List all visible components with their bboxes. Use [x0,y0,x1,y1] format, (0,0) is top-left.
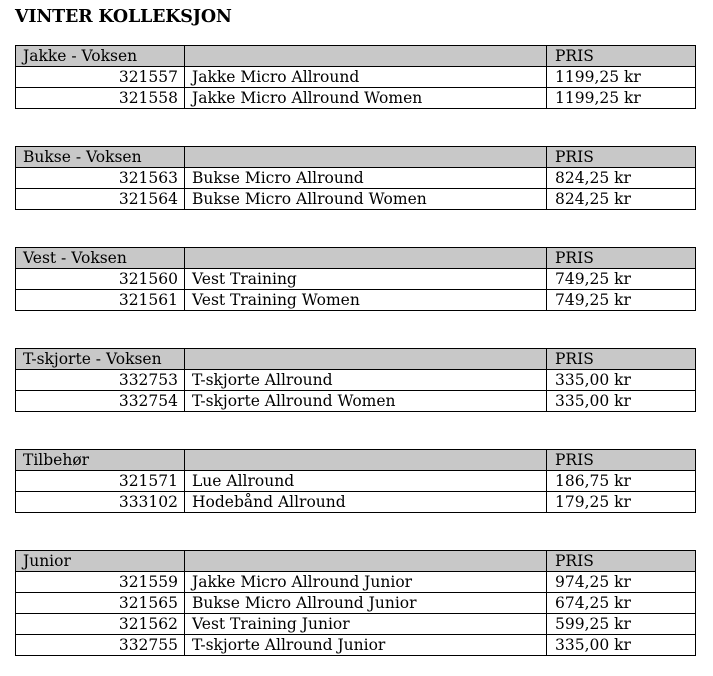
category-label: Tilbehør [16,450,185,471]
product-name: Hodebånd Allround [185,492,547,513]
product-code: 332753 [16,370,185,391]
product-price: 335,00 kr [547,370,696,391]
header-empty-cell [185,248,547,269]
price-header: PRIS [547,147,696,168]
price-header: PRIS [547,46,696,67]
category-label: Vest - Voksen [16,248,185,269]
product-price: 335,00 kr [547,391,696,412]
table-row [16,67,696,88]
table-row [16,471,696,492]
table-header-row [16,248,696,269]
product-name: T-skjorte Allround Junior [185,635,547,656]
price-table-vest-voksen [15,247,696,311]
product-code: 321563 [16,168,185,189]
table-row [16,88,696,109]
document-title: VINTER KOLLEKSJON [15,7,232,27]
header-empty-cell [185,46,547,67]
price-header: PRIS [547,349,696,370]
table-header-row [16,349,696,370]
product-price: 974,25 kr [547,572,696,593]
table-row [16,391,696,412]
category-label: Bukse - Voksen [16,147,185,168]
product-price: 674,25 kr [547,593,696,614]
table-row [16,635,696,656]
product-name: Vest Training Women [185,290,547,311]
product-code: 321559 [16,572,185,593]
header-empty-cell [185,147,547,168]
table-row [16,370,696,391]
table-row [16,492,696,513]
product-name: Jakke Micro Allround [185,67,547,88]
product-code: 321557 [16,67,185,88]
product-name: Bukse Micro Allround Women [185,189,547,210]
table-row [16,290,696,311]
product-price: 824,25 kr [547,168,696,189]
product-price: 1199,25 kr [547,88,696,109]
product-price: 824,25 kr [547,189,696,210]
product-code: 321571 [16,471,185,492]
product-name: T-skjorte Allround [185,370,547,391]
price-header: PRIS [547,551,696,572]
price-table-bukse-voksen [15,146,696,210]
product-code: 321560 [16,269,185,290]
price-table-tskjorte-voksen [15,348,696,412]
price-table-junior [15,550,696,656]
table-header-row [16,46,696,67]
product-price: 749,25 kr [547,290,696,311]
category-label: T-skjorte - Voksen [16,349,185,370]
product-name: Bukse Micro Allround Junior [185,593,547,614]
table-row [16,593,696,614]
product-name: Bukse Micro Allround [185,168,547,189]
product-name: Jakke Micro Allround Junior [185,572,547,593]
product-code: 321558 [16,88,185,109]
product-name: T-skjorte Allround Women [185,391,547,412]
category-label: Jakke - Voksen [16,46,185,67]
product-name: Vest Training [185,269,547,290]
product-code: 321564 [16,189,185,210]
header-empty-cell [185,349,547,370]
product-price: 179,25 kr [547,492,696,513]
product-code: 321562 [16,614,185,635]
product-name: Jakke Micro Allround Women [185,88,547,109]
product-code: 333102 [16,492,185,513]
product-price: 186,75 kr [547,471,696,492]
product-name: Lue Allround [185,471,547,492]
product-name: Vest Training Junior [185,614,547,635]
product-price: 1199,25 kr [547,67,696,88]
table-row [16,572,696,593]
table-header-row [16,147,696,168]
table-row [16,614,696,635]
table-row [16,189,696,210]
header-empty-cell [185,450,547,471]
price-table-jakke-voksen [15,45,696,109]
product-price: 749,25 kr [547,269,696,290]
product-code: 332755 [16,635,185,656]
table-row [16,269,696,290]
table-header-row [16,551,696,572]
price-header: PRIS [547,248,696,269]
product-code: 321565 [16,593,185,614]
product-code: 332754 [16,391,185,412]
table-header-row [16,450,696,471]
price-header: PRIS [547,450,696,471]
price-table-tilbehor [15,449,696,513]
header-empty-cell [185,551,547,572]
product-price: 599,25 kr [547,614,696,635]
category-label: Junior [16,551,185,572]
table-row [16,168,696,189]
product-code: 321561 [16,290,185,311]
product-price: 335,00 kr [547,635,696,656]
